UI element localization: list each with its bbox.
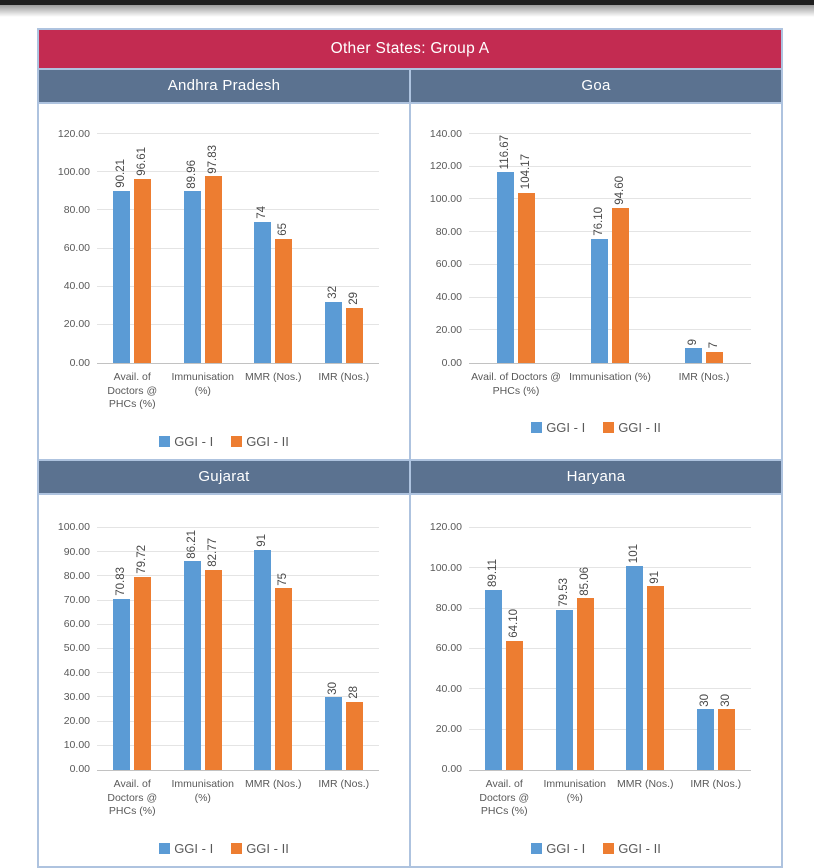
legend-item-ggi-1 bbox=[159, 434, 213, 449]
y-axis-tick-label: 60.00 bbox=[63, 242, 90, 254]
bar-with-label bbox=[205, 528, 222, 770]
y-axis-tick-label: 10.00 bbox=[63, 739, 90, 752]
bar-groups bbox=[469, 134, 751, 363]
y-axis-tick-label: 100.00 bbox=[57, 521, 90, 534]
y-axis-tick-label: 80.00 bbox=[63, 569, 90, 582]
bar-with-label bbox=[134, 134, 151, 363]
bar-with-label bbox=[577, 528, 594, 770]
data-label: 70.83 bbox=[115, 566, 127, 596]
bar-with-label bbox=[346, 528, 363, 770]
bar-group bbox=[657, 134, 751, 363]
bar-ggi-1 bbox=[254, 222, 271, 363]
data-label: 104.17 bbox=[519, 154, 532, 190]
bar-with-label bbox=[485, 528, 502, 770]
bar-group bbox=[97, 134, 168, 363]
bar-ggi-2 bbox=[647, 586, 664, 770]
y-axis-tick-label: 80.00 bbox=[63, 203, 90, 216]
y-axis-tick-label: 40.00 bbox=[63, 666, 90, 679]
bar-ggi-2 bbox=[346, 308, 363, 363]
bar-with-label bbox=[113, 528, 130, 770]
y-axis-tick-label: 0.00 bbox=[69, 763, 90, 776]
y-axis-tick-label: 50.00 bbox=[63, 642, 90, 655]
data-label: 29 bbox=[347, 291, 360, 305]
data-label: 9 bbox=[686, 338, 699, 346]
bar-group bbox=[469, 134, 563, 363]
data-label: 89.11 bbox=[487, 559, 499, 588]
x-axis-category-label: Immunisation (%) bbox=[543, 777, 606, 804]
y-axis-tick-label: 0.00 bbox=[69, 356, 90, 369]
bar-group bbox=[168, 528, 239, 770]
page-edge-shadow bbox=[0, 5, 814, 17]
bar-group bbox=[168, 134, 239, 363]
x-axis-category-label: Avail. of Doctors @ PHCs (%) bbox=[479, 777, 530, 818]
bar-ggi-2 bbox=[134, 577, 151, 770]
legend-item-ggi-2 bbox=[231, 434, 289, 449]
bar-with-label bbox=[612, 134, 629, 363]
state-header-goa: Goa bbox=[409, 70, 781, 102]
y-axis-tick-label: 40.00 bbox=[435, 682, 462, 695]
bar-with-label bbox=[325, 528, 342, 770]
x-axis bbox=[97, 778, 379, 819]
data-label: 94.60 bbox=[613, 176, 626, 206]
y-axis-tick-label: 70.00 bbox=[63, 594, 90, 607]
bar-with-label bbox=[254, 528, 271, 770]
bar-ggi-1 bbox=[485, 590, 502, 770]
bar-with-label bbox=[134, 528, 151, 770]
chart-panel-gujarat bbox=[39, 495, 409, 866]
x-axis-category-label: MMR (Nos.) bbox=[244, 371, 302, 383]
legend-item-ggi-2 bbox=[603, 841, 661, 856]
bar-ggi-1 bbox=[556, 610, 573, 770]
legend-swatch-icon bbox=[603, 843, 614, 854]
bar-ggi-2 bbox=[718, 709, 735, 770]
data-label: 91 bbox=[649, 570, 661, 584]
legend-swatch-icon bbox=[531, 843, 542, 854]
x-axis-category-label: Immunisation (%) bbox=[569, 371, 651, 383]
bar-ggi-1 bbox=[591, 239, 608, 363]
y-axis-tick-label: 100.00 bbox=[57, 165, 90, 178]
bar-ggi-2 bbox=[506, 641, 523, 770]
legend-item-ggi-2 bbox=[603, 420, 661, 435]
bar-ggi-2 bbox=[134, 179, 151, 363]
legend-label: GGI - I bbox=[546, 840, 586, 856]
x-axis bbox=[469, 778, 751, 819]
y-axis-tick-label: 100.00 bbox=[429, 192, 462, 205]
bar-ggi-1 bbox=[325, 697, 342, 770]
bar-chart-haryana bbox=[411, 495, 781, 866]
bar-with-label bbox=[591, 134, 608, 363]
y-axis-tick-label: 40.00 bbox=[63, 280, 90, 293]
state-header-andhra-pradesh: Andhra Pradesh bbox=[39, 70, 409, 102]
data-label: 30 bbox=[719, 693, 732, 707]
bar-groups bbox=[97, 528, 379, 770]
data-label: 79.53 bbox=[557, 577, 570, 607]
legend-swatch-icon bbox=[603, 422, 614, 433]
y-axis-tick-label: 20.00 bbox=[435, 723, 462, 736]
data-label: 65 bbox=[277, 223, 289, 236]
data-label: 91 bbox=[256, 533, 268, 547]
bar-ggi-2 bbox=[577, 598, 594, 770]
y-axis-tick-label: 60.00 bbox=[435, 642, 462, 655]
plot-area bbox=[429, 521, 751, 776]
bar-group bbox=[238, 528, 309, 770]
data-label: 90.21 bbox=[115, 159, 127, 188]
bar-ggi-1 bbox=[184, 561, 201, 770]
legend-item-ggi-2 bbox=[231, 841, 289, 856]
bar-with-label bbox=[518, 134, 535, 363]
state-header-row-top bbox=[39, 68, 781, 104]
y-axis-tick-label: 120.00 bbox=[57, 127, 90, 140]
bar-chart-andhra-pradesh bbox=[39, 104, 409, 459]
legend-label: GGI - II bbox=[246, 840, 289, 856]
bar-with-label bbox=[556, 528, 573, 770]
legend-item-ggi-1 bbox=[531, 841, 585, 856]
chart-legend bbox=[39, 434, 409, 449]
bar-ggi-2 bbox=[275, 239, 292, 363]
bar-group bbox=[681, 528, 752, 770]
state-header-row-bottom bbox=[39, 459, 781, 495]
x-axis bbox=[469, 371, 751, 398]
legend-label: GGI - I bbox=[546, 420, 586, 436]
legend-swatch-icon bbox=[231, 436, 242, 447]
data-label: 32 bbox=[326, 286, 339, 299]
bar-ggi-2 bbox=[518, 193, 535, 363]
legend-label: GGI - I bbox=[174, 433, 214, 449]
bar-ggi-1 bbox=[113, 191, 130, 363]
plot-area bbox=[57, 127, 379, 369]
y-axis-tick-label: 20.00 bbox=[63, 318, 90, 331]
bar-with-label bbox=[254, 134, 271, 363]
data-label: 116.67 bbox=[498, 134, 511, 170]
legend-item-ggi-1 bbox=[159, 841, 213, 856]
data-label: 30 bbox=[326, 681, 339, 695]
bar-with-label bbox=[113, 134, 130, 363]
y-axis-tick-label: 0.00 bbox=[441, 763, 462, 776]
data-label: 64.10 bbox=[508, 608, 520, 638]
y-axis-tick-label: 40.00 bbox=[435, 291, 462, 304]
chart-row-top bbox=[39, 104, 781, 459]
chart-panel-haryana bbox=[409, 495, 781, 866]
state-header-gujarat: Gujarat bbox=[39, 461, 409, 493]
legend-label: GGI - II bbox=[618, 840, 661, 856]
x-axis-category-label: IMR (Nos.) bbox=[690, 777, 742, 790]
legend-label: GGI - II bbox=[618, 420, 661, 436]
chart-panel-andhra-pradesh bbox=[39, 104, 409, 459]
data-label: 96.61 bbox=[136, 146, 148, 176]
bar-with-label bbox=[706, 134, 723, 363]
data-label: 75 bbox=[277, 572, 289, 586]
bar-ggi-2 bbox=[706, 352, 723, 363]
plot-area bbox=[57, 521, 379, 776]
x-axis-category-label: Avail. of Doctors @ PHCs (%) bbox=[107, 777, 158, 818]
data-label: 97.83 bbox=[206, 144, 219, 174]
bar-group bbox=[563, 134, 657, 363]
bar-with-label bbox=[184, 134, 201, 363]
x-axis-category-label: Avail. of Doctors @ PHCs (%) bbox=[471, 371, 561, 397]
y-axis-tick-label: 80.00 bbox=[435, 225, 462, 238]
report-title: Other States: Group A bbox=[39, 30, 781, 68]
bar-with-label bbox=[626, 528, 643, 770]
y-axis-tick-label: 60.00 bbox=[63, 618, 90, 631]
chart-row-bottom bbox=[39, 495, 781, 866]
data-label: 76.10 bbox=[592, 206, 605, 236]
bar-ggi-1 bbox=[325, 302, 342, 363]
y-axis-tick-label: 30.00 bbox=[63, 690, 90, 703]
bar-groups bbox=[469, 528, 751, 770]
bar-group bbox=[309, 134, 380, 363]
bar-ggi-1 bbox=[697, 709, 714, 770]
y-axis-tick-label: 80.00 bbox=[435, 602, 462, 615]
data-label: 30 bbox=[698, 693, 711, 707]
bar-with-label bbox=[497, 134, 514, 363]
bar-group bbox=[238, 134, 309, 363]
bar-ggi-1 bbox=[113, 599, 130, 770]
y-axis-tick-label: 90.00 bbox=[63, 545, 90, 558]
bar-with-label bbox=[275, 528, 292, 770]
y-axis-tick-label: 60.00 bbox=[435, 258, 462, 271]
plot-area bbox=[429, 127, 751, 369]
data-label: 74 bbox=[256, 206, 268, 219]
bar-ggi-2 bbox=[205, 570, 222, 770]
data-label: 28 bbox=[347, 686, 360, 700]
y-axis-tick-label: 20.00 bbox=[63, 715, 90, 728]
bar-ggi-2 bbox=[205, 176, 222, 363]
data-label: 82.77 bbox=[206, 537, 219, 567]
data-label: 85.06 bbox=[578, 566, 591, 596]
bar-with-label bbox=[506, 528, 523, 770]
legend-swatch-icon bbox=[159, 436, 170, 447]
bar-group bbox=[469, 528, 540, 770]
chart-legend bbox=[411, 420, 781, 435]
bar-ggi-1 bbox=[497, 172, 514, 363]
bar-ggi-1 bbox=[254, 550, 271, 770]
bar-group bbox=[97, 528, 168, 770]
y-axis-tick-label: 120.00 bbox=[429, 521, 462, 534]
bar-ggi-1 bbox=[685, 348, 702, 363]
chart-legend bbox=[411, 841, 781, 856]
legend-swatch-icon bbox=[531, 422, 542, 433]
chart-panel-goa bbox=[409, 104, 781, 459]
bar-ggi-2 bbox=[346, 702, 363, 770]
legend-swatch-icon bbox=[159, 843, 170, 854]
bar-group bbox=[309, 528, 380, 770]
y-axis-tick-label: 0.00 bbox=[441, 356, 462, 369]
bar-with-label bbox=[346, 134, 363, 363]
bar-groups bbox=[97, 134, 379, 363]
x-axis-category-label: IMR (Nos.) bbox=[318, 371, 370, 383]
y-axis-tick-label: 120.00 bbox=[429, 160, 462, 173]
data-label: 79.72 bbox=[136, 545, 148, 574]
data-label: 101 bbox=[628, 544, 640, 564]
y-axis-tick-label: 100.00 bbox=[429, 561, 462, 574]
x-axis-category-label: IMR (Nos.) bbox=[678, 371, 730, 383]
bar-group bbox=[610, 528, 681, 770]
legend-item-ggi-1 bbox=[531, 420, 585, 435]
x-axis-category-label: MMR (Nos.) bbox=[244, 777, 302, 790]
bar-with-label bbox=[325, 134, 342, 363]
bar-with-label bbox=[647, 528, 664, 770]
chart-legend bbox=[39, 841, 409, 856]
bar-ggi-1 bbox=[184, 191, 201, 363]
x-axis-category-label: IMR (Nos.) bbox=[318, 777, 370, 790]
bar-chart-gujarat bbox=[39, 495, 409, 866]
x-axis-category-label: Immunisation (%) bbox=[171, 777, 234, 804]
y-axis-tick-label: 20.00 bbox=[435, 323, 462, 336]
x-axis bbox=[97, 371, 379, 412]
bar-ggi-2 bbox=[612, 208, 629, 363]
bar-with-label bbox=[718, 528, 735, 770]
bar-with-label bbox=[697, 528, 714, 770]
data-label: 86.21 bbox=[185, 529, 198, 559]
legend-label: GGI - I bbox=[174, 840, 214, 856]
data-label: 7 bbox=[707, 342, 720, 349]
bar-with-label bbox=[184, 528, 201, 770]
y-axis-tick-label: 140.00 bbox=[429, 127, 462, 140]
bar-with-label bbox=[205, 134, 222, 363]
report-table bbox=[37, 28, 783, 868]
legend-label: GGI - II bbox=[246, 433, 289, 449]
legend-swatch-icon bbox=[231, 843, 242, 854]
bar-with-label bbox=[685, 134, 702, 363]
bar-group bbox=[540, 528, 611, 770]
bar-ggi-1 bbox=[626, 566, 643, 770]
x-axis-category-label: Immunisation (%) bbox=[171, 371, 234, 397]
state-header-haryana: Haryana bbox=[409, 461, 781, 493]
bar-chart-goa bbox=[411, 104, 781, 445]
data-label: 89.96 bbox=[185, 159, 198, 189]
x-axis-category-label: MMR (Nos.) bbox=[616, 777, 674, 790]
x-axis-category-label: Avail. of Doctors @ PHCs (%) bbox=[107, 371, 158, 411]
bar-ggi-2 bbox=[275, 588, 292, 770]
bar-with-label bbox=[275, 134, 292, 363]
